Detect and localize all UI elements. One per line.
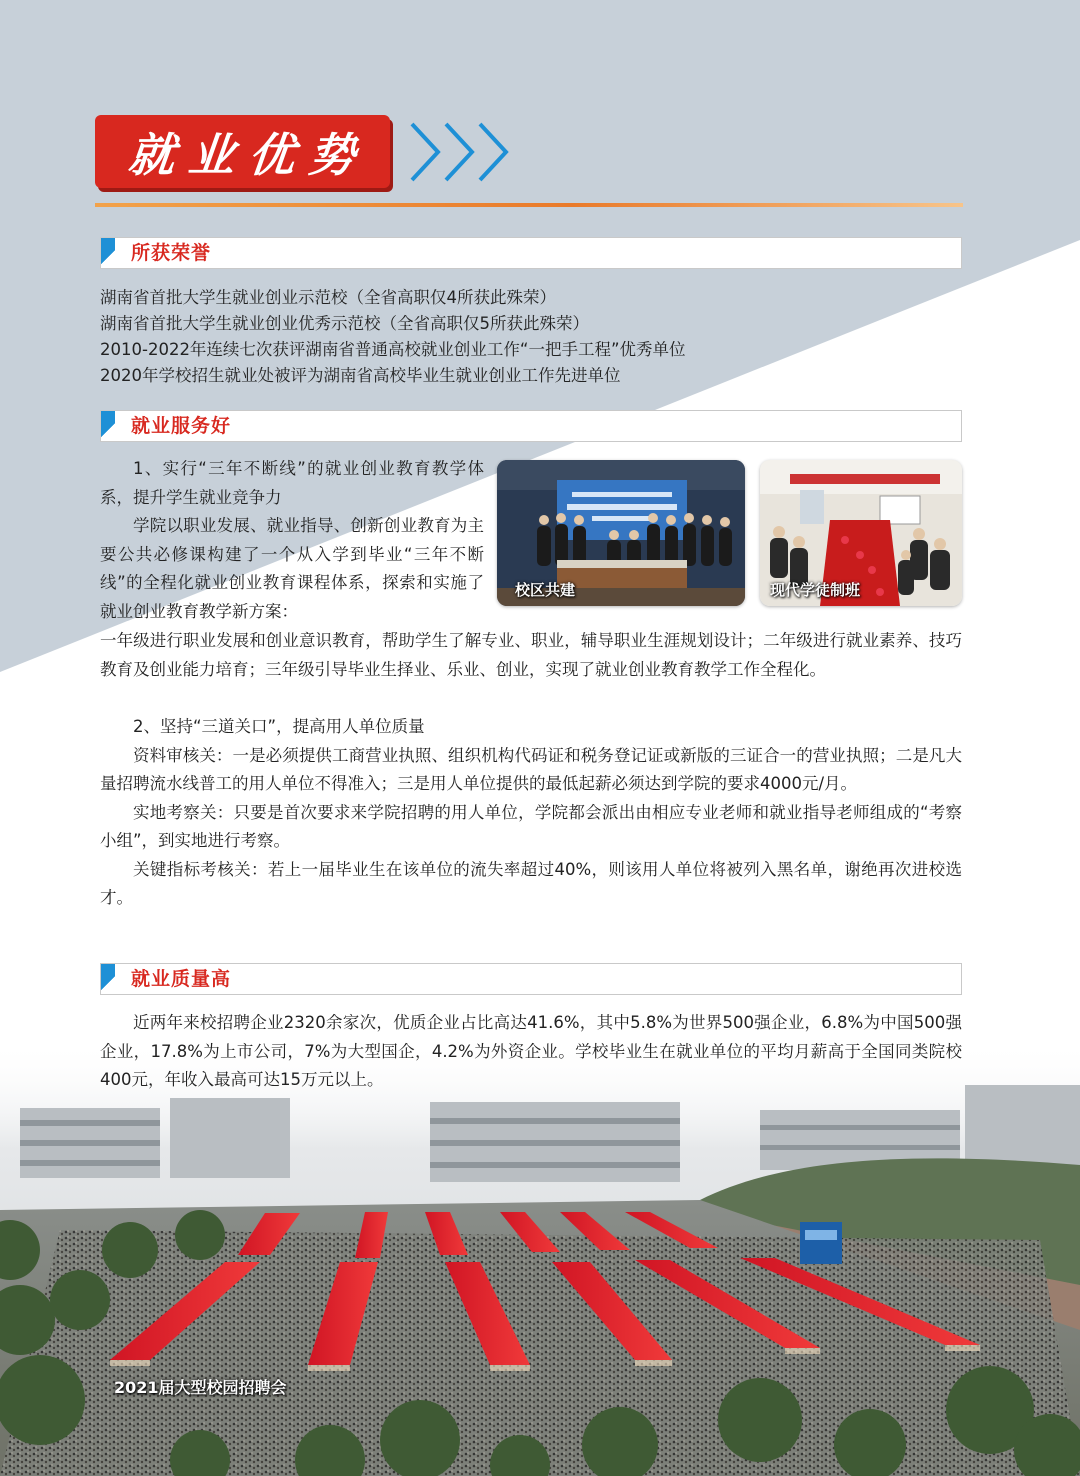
section-header-service: [100, 410, 962, 442]
title-divider: [95, 203, 963, 207]
photo-campus-partnership: [497, 460, 745, 606]
photo-apprenticeship-class: [760, 460, 962, 606]
honor-item: 湖南省首批大学生就业创业优秀示范校（全省高职仅5所获此殊荣）: [100, 314, 589, 333]
section-tab-icon: [101, 411, 115, 441]
service-point2-block: [100, 713, 962, 913]
photo-caption-job-fair: 2021届大型校园招聘会: [114, 1378, 287, 1397]
honor-item: 2010-2022年连续七次获评湖南省普通高校就业创业工作“一把手工程”优秀单位: [100, 340, 686, 359]
check-key-indicators: 关键指标考核关：若上一届毕业生在该单位的流失率超过40%，则该用人单位将被列入黑名单，谢绝再次进校选才。: [100, 859, 962, 907]
section-header-quality: [100, 963, 962, 995]
chevron-right-icon: [408, 118, 518, 186]
point2-title: 2、坚持“三道关口”，提高用人单位质量: [133, 717, 425, 736]
honor-item: 2020年学校招生就业处被评为湖南省高校毕业生就业创业工作先进单位: [100, 366, 621, 385]
check-site-visit: 实地考察关：只要是首次要求来学院招聘的用人单位，学院都会派出由相应专业老师和就业指导老师组成的“考察小组”，到实地进行考察。: [100, 802, 962, 850]
photo-caption: 校区共建: [515, 581, 576, 599]
point1-intro: 学院以职业发展、就业指导、创新创业教育为主要公共必修课构建了一个从入学到毕业“三年不断线”的全程化就业创业教育课程体系，探索和实施了就业创业教育教学新方案：: [100, 516, 484, 621]
section-title: 所获荣誉: [131, 242, 212, 264]
check-materials: 资料审核关：一是必须提供工商营业执照、组织机构代码证和税务登记证或新版的三证合一的营业执照；二是凡大量招聘流水线普工的用人单位不得准入；三是用人单位提供的最低起薪必须达到学院的要求4000元/月。: [100, 745, 962, 793]
section-title: 就业服务好: [131, 415, 232, 437]
page-title: 就业优势: [125, 127, 372, 182]
section-tab-icon: [101, 238, 115, 268]
section-title: 就业质量高: [131, 968, 232, 990]
point1-rest: 一年级进行职业发展和创业意识教育，帮助学生了解专业、职业，辅导职业生涯规划设计；二年级进行就业素养、技巧教育及创业能力培育；三年级引导毕业生择业、乐业、创业，实现了就业创业教育教学工作全程化。: [100, 631, 962, 679]
section-header-honors: [100, 237, 962, 269]
title-banner: [95, 115, 390, 188]
service-point1-block: [100, 455, 484, 626]
honor-item: 湖南省首批大学生就业创业示范校（全省高职仅4所获此殊荣）: [100, 288, 556, 307]
section-tab-icon: [101, 964, 115, 994]
photo-caption: 现代学徒制班: [770, 581, 861, 599]
point1-title: 1、实行“三年不断线”的就业创业教育教学体系，提升学生就业竞争力: [100, 459, 484, 507]
quality-body: 近两年来校招聘企业2320余家次，优质企业占比高达41.6%，其中5.8%为世界500强企业，6.8%为中国500强企业，17.8%为上市公司，7%为大型国企，4.2%为外资企业。学校毕业生在就业单位的平均月薪高于全国同类院校400元，年收入最高可达15万元以上。: [100, 1013, 962, 1089]
